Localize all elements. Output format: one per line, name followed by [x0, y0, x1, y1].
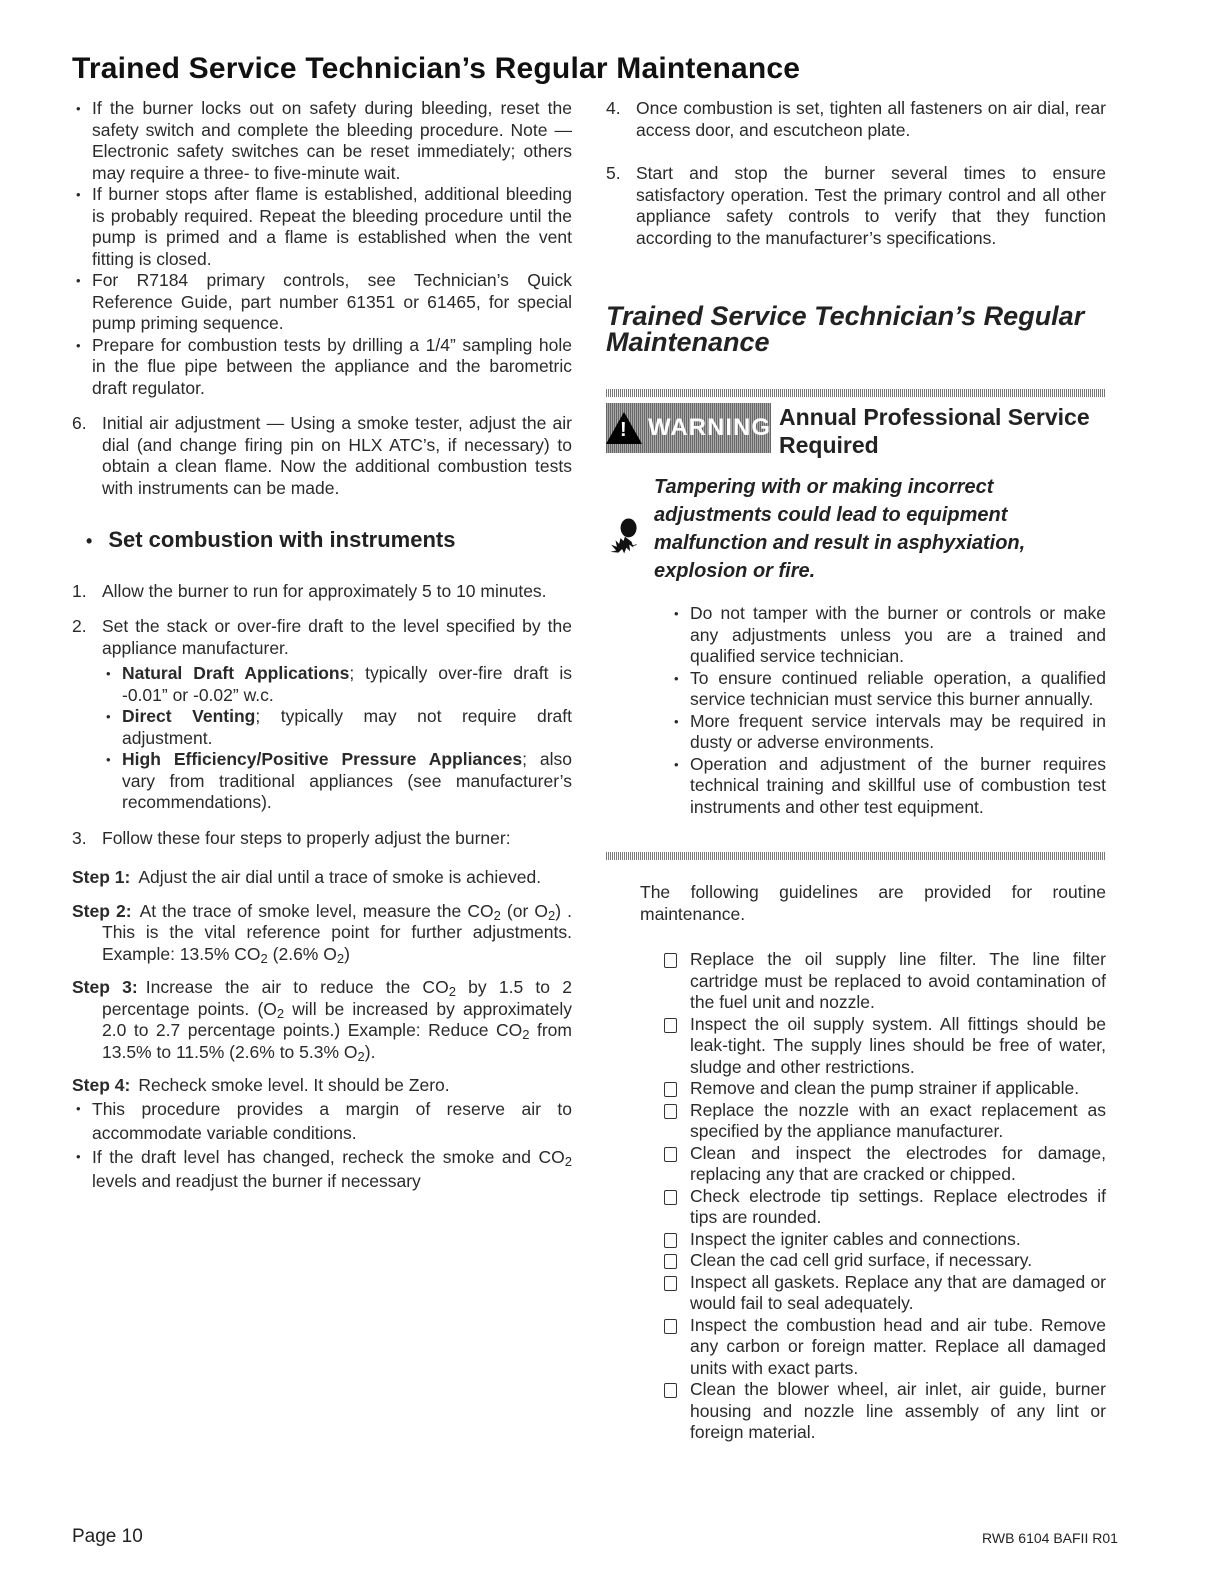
item-6 — [72, 413, 572, 499]
item-number: 2. — [72, 616, 87, 636]
warning-body — [606, 473, 1106, 593]
item-number: 3. — [72, 827, 87, 848]
draft-type-list — [102, 663, 572, 814]
checkbox-icon — [664, 1147, 677, 1162]
draft-type-label: Natural Draft Applications — [122, 663, 350, 683]
draft-type-label: Direct Venting — [122, 706, 256, 726]
item-text: Allow the burner to run for approximately 5 to 10 minutes. — [102, 580, 547, 601]
checkbox-icon — [664, 1383, 677, 1398]
list-item: • If burner stops after flame is established, additional bleeding is probably required. Repeat the bleeding procedure until the pump is primed and a flame is established when the vent fitting is closed. — [72, 184, 572, 270]
step-text: Adjust the air dial until a trace of smoke is achieved. — [138, 867, 542, 887]
maintenance-checklist — [662, 949, 1106, 1444]
list-item — [606, 163, 1106, 249]
checklist-item — [662, 1078, 1106, 1100]
step-label: Step 2: — [72, 900, 132, 921]
list-item: • For R7184 primary controls, see Technician’s Quick Reference Guide, part number 61351 or 61465, for special pump priming sequence. — [72, 270, 572, 335]
step-2 — [72, 901, 572, 966]
list-item: • This procedure provides a margin of reserve air to accommodate variable conditions. — [72, 1097, 572, 1145]
checklist-text: Clean the blower wheel, air inlet, air guide, burner housing and nozzle line assembly of any lint or foreign material. — [690, 1379, 1106, 1442]
list-item — [72, 413, 572, 499]
item-number: 6. — [72, 413, 87, 433]
draft-type-text: ; also vary from traditional appliances (see manufacturer’s recommendations). — [122, 749, 572, 812]
item-text: Follow these four steps to properly adjust the burner: — [102, 827, 511, 848]
step-1 — [72, 867, 572, 889]
right-column — [606, 98, 1106, 1444]
checklist-text: Inspect the oil supply system. All fittings should be leak-tight. The supply lines should be free of water, sludge and other restrictions. — [690, 1013, 1106, 1077]
checklist-text: Clean and inspect the electrodes for damage, replacing any that are cracked or chipped. — [690, 1142, 1106, 1184]
hatch-divider — [606, 852, 1106, 860]
subscript: 2 — [547, 907, 556, 923]
item-text: Once combustion is set, tighten all fasteners on air dial, rear access door, and escutcheon plate. — [636, 98, 1106, 140]
checklist-item — [662, 1143, 1106, 1186]
warning-badge — [606, 403, 771, 453]
checklist-item — [662, 949, 1106, 1014]
checklist-item — [662, 1272, 1106, 1315]
checklist-text: Inspect all gaskets. Replace any that are damaged or would fail to seal adequately. — [690, 1271, 1106, 1313]
step-label: Step 4: — [72, 1075, 131, 1095]
checklist-item — [662, 1186, 1106, 1229]
warning-triangle-icon: ! — [606, 412, 642, 444]
subscript: 2 — [493, 907, 501, 923]
step-text: ) . This is the vital reference point for further adjustments. Example: 13.5% CO — [102, 900, 572, 964]
checklist-item — [662, 1100, 1106, 1143]
final-steps-list — [606, 98, 1106, 249]
note-text: If the draft level has changed, recheck the smoke and CO — [92, 1146, 565, 1167]
step-text: Recheck smoke level. It should be Zero. — [138, 1075, 450, 1095]
list-item — [72, 828, 572, 850]
subscript: 2 — [564, 1153, 572, 1169]
checkbox-icon — [664, 953, 677, 968]
checklist-text: Inspect the combustion head and air tube. Remove any carbon or foreign matter. Replace all damaged units with exact parts. — [690, 1314, 1106, 1378]
warning-title: Annual Professional Service Required — [779, 404, 1090, 458]
list-item: • Prepare for combustion tests by drilling a 1/4” sampling hole in the flue pipe between the appliance and the barometric draft regulator. — [72, 335, 572, 400]
step-3 — [72, 977, 572, 1063]
warning-header — [606, 403, 1106, 459]
checklist-text: Replace the nozzle with an exact replacement as specified by the appliance manufacturer. — [690, 1099, 1106, 1141]
list-item — [72, 581, 572, 603]
list-item — [72, 616, 572, 814]
step-label: Step 3: — [72, 977, 138, 997]
section-heading-text: Set combustion with instruments — [108, 527, 456, 552]
section-heading — [86, 529, 572, 553]
list-item — [606, 98, 1106, 141]
bullet-icon: • — [86, 531, 93, 551]
list-item: • More frequent service intervals may be required in dusty or adverse environments. — [670, 711, 1106, 754]
item-text: Set the stack or over-fire draft to the level specified by the appliance manufacturer. — [102, 616, 572, 658]
list-item — [72, 1145, 572, 1193]
item-number: 1. — [72, 580, 87, 601]
checkbox-icon — [664, 1254, 677, 1269]
hatch-divider — [606, 389, 1106, 397]
checklist-item — [662, 1014, 1106, 1079]
list-item — [102, 663, 572, 706]
item-number: 4. — [606, 98, 621, 118]
left-column — [72, 98, 572, 1193]
subscript: 2 — [448, 984, 456, 999]
list-item — [102, 749, 572, 814]
warning-text: Tampering with or making incorrect adjustments could lead to equipment malfunction and result in asphyxiation, explosion or fire. — [654, 476, 1026, 582]
warning-badge-text: WARNING — [648, 414, 771, 442]
checkbox-icon — [664, 1018, 677, 1033]
warning-box — [606, 389, 1106, 860]
list-item: • Operation and adjustment of the burner requires technical training and skillful use of combustion test instruments and other test equipment. — [670, 754, 1106, 819]
document-code: RWB 6104 BAFII R01 — [982, 1530, 1118, 1546]
note-text: levels and readjust the burner if necessary — [92, 1170, 421, 1191]
checklist-item — [662, 1379, 1106, 1444]
step-text: from 13.5% to 11.5% (2.6% to 5.3% O — [102, 1020, 572, 1062]
step-text: by 1.5 to 2 percentage points. (O — [102, 977, 572, 1019]
list-item: • Do not tamper with the burner or controls or make any adjustments unless you are a trained and qualified service technician. — [670, 603, 1106, 668]
step-text: will be increased by approximately 2.0 to 2.7 percentage points.) Example: Reduce CO — [102, 998, 572, 1040]
step-text: Increase the air to reduce the CO — [145, 977, 449, 997]
step-text: At the trace of smoke level, measure the CO — [139, 900, 494, 921]
draft-type-label: High Efficiency/Positive Pressure Appliances — [122, 749, 523, 769]
combustion-steps-list — [72, 581, 572, 850]
list-item: • To ensure continued reliable operation, a qualified service technician must service this burner annually. — [670, 668, 1106, 711]
checklist-text: Check electrode tip settings. Replace electrodes if tips are rounded. — [690, 1185, 1106, 1227]
page-title: Trained Service Technician’s Regular Maintenance — [72, 52, 801, 85]
warning-bullets — [670, 603, 1106, 818]
bleeding-notes-list — [72, 98, 572, 399]
checklist-text: Clean the cad cell grid surface, if necessary. — [690, 1250, 1033, 1270]
checklist-item — [662, 1250, 1106, 1272]
explosion-icon — [606, 473, 646, 593]
list-item: • If the burner locks out on safety during bleeding, reset the safety switch and complete the bleeding procedure. Note — Electronic safety switches can be reset immediately; others may require a three- to five-minute wait. — [72, 98, 572, 184]
item-text: Start and stop the burner several times to ensure satisfactory operation. Test the primary control and all other appliance safety controls to verify that they function according to the manufacturer’s specifications. — [636, 163, 1106, 248]
list-item — [102, 706, 572, 749]
subscript: 2 — [357, 1048, 365, 1064]
subscript: 2 — [522, 1027, 530, 1042]
item-text: Initial air adjustment — Using a smoke tester, adjust the air dial (and change firing pin on HLX ATC’s, if necessary) to obtain a clean flame. Now the additional combustion tests with instruments can be made. — [102, 413, 572, 498]
checkbox-icon — [664, 1082, 677, 1097]
draft-type-text: ; typically may not require draft adjustment. — [122, 706, 572, 748]
step-text: ). — [364, 1041, 376, 1062]
checkbox-icon — [664, 1319, 677, 1334]
maintenance-subheading: Trained Service Technician’s Regular Maintenance — [606, 301, 1085, 357]
checklist-text: Remove and clean the pump strainer if applicable. — [690, 1078, 1080, 1098]
step-4-notes — [72, 1097, 572, 1193]
guidelines-intro: The following guidelines are provided for routine maintenance. — [640, 882, 1106, 924]
checkbox-icon — [664, 1104, 677, 1119]
checklist-text: Replace the oil supply line filter. The line filter cartridge must be replaced to avoid contamination of the fuel unit and nozzle. — [690, 949, 1106, 1012]
item-number: 5. — [606, 163, 621, 183]
checkbox-icon — [664, 1233, 677, 1248]
subscript: 2 — [336, 950, 345, 966]
checklist-item — [662, 1315, 1106, 1380]
step-text: (or O — [500, 900, 548, 921]
page-number: Page 10 — [72, 1526, 143, 1547]
subscript: 2 — [260, 950, 268, 966]
checkbox-icon — [664, 1190, 677, 1205]
step-4 — [72, 1075, 572, 1097]
step-text: (2.6% O — [267, 943, 337, 964]
step-label: Step 1: — [72, 867, 131, 887]
checklist-text: Inspect the igniter cables and connections. — [690, 1228, 1021, 1249]
subscript: 2 — [276, 1005, 285, 1021]
checklist-item — [662, 1229, 1106, 1251]
draft-type-text: ; typically over-fire draft is -0.01” or -0.02” w.c. — [122, 663, 572, 705]
checkbox-icon — [664, 1276, 677, 1291]
step-text: ) — [344, 943, 350, 964]
